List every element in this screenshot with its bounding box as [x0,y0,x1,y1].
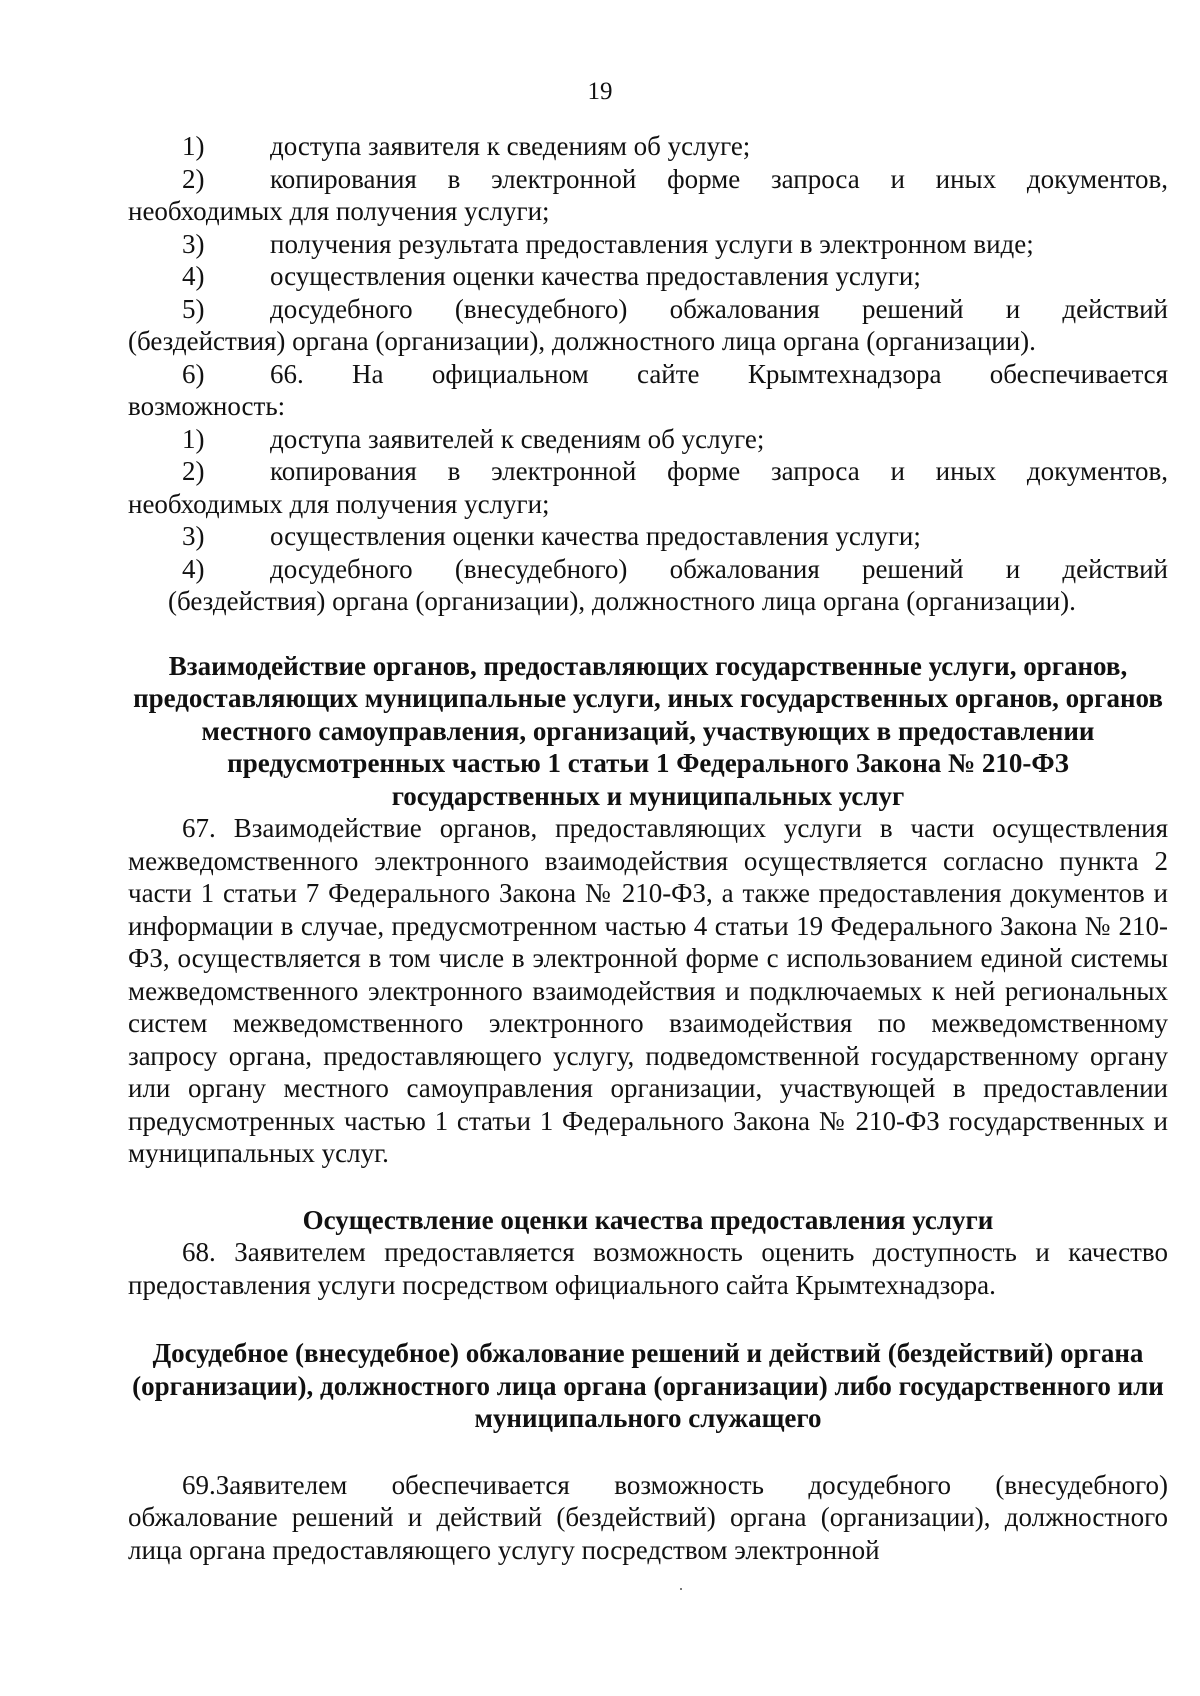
item-text: копирования в электронной форме запроса и иных документов, [270,456,1168,486]
list-item [128,553,1168,586]
item-number: 3) [182,228,205,259]
list-item [128,293,1168,326]
item-number: 1) [182,423,205,454]
list-item [128,520,1168,553]
paragraph-69: 69.Заявителем обеспечивается возможность досудебного (внесудебного) обжалование решений и действий (бездействий) органа (организации), должностного лица органа предоставляющего услугу посредством электронной [128,1469,1168,1565]
paragraph-68: 68. Заявителем предоставляется возможность оценить доступность и качество предоставления услуги посредством официального сайта Крымтехнадзора. [128,1237,1168,1300]
paragraph-67: 67. Взаимодействие органов, предоставляющих услуги в части осуществления межведомственного электронного взаимодействия осуществляется согласно пункта 2 части 1 статьи 7 Федерального Закона № 210-ФЗ, а также предоставления документов и информации в случае, предусмотренном частью 4 статьи 19 Федерального Закона № 210-ФЗ, осуществляется в том числе в электронной форме с использованием единой системы межведомственного электронного взаимодействия и подключаемых к ней региональных систем межведомственного электронного взаимодействия по межведомственному запросу органа, предоставляющего услугу, подведомственной государственному органу или органу местного самоуправления организации, участвующей в предоставлении предусмотренных частью 1 статьи 1 Федерального Закона № 210-ФЗ государственных и муниципальных услуг. [128,813,1168,1168]
list-item [128,260,1168,293]
item-text: осуществления оценки качества предоставления услуги; [270,261,921,291]
item-text: досудебного (внесудебного) обжалования решений и действий [270,553,1168,584]
section-heading-interaction: Взаимодействие органов, предоставляющих государственные услуги, органов, предоставляющих муниципальные услуги, иных государственных органов, органов местного самоуправления, организаций, участвующих в предоставлении предусмотренных частью 1 статьи 1 Федерального Закона № 210-ФЗ государственных и муниципальных услуг [133,650,1163,811]
scan-speck [680,1588,682,1590]
list-item [128,455,1168,488]
list-item [128,163,1168,196]
item-text: копирования в электронной форме запроса и иных документов, [270,163,1168,194]
item-number: 3) [182,521,205,551]
list-b [128,423,1168,618]
item-number: 6) [182,358,205,389]
page-content [128,130,1168,1566]
section-heading-quality: Осуществление оценки качества предоставления услуги [302,1204,994,1235]
item-number: 5) [182,293,205,324]
list-item [128,130,1168,163]
list-item [128,358,1168,391]
item-text: осуществления оценки качества предоставления услуги; [270,521,921,551]
item-continuation: необходимых для получения услуги; [128,196,550,226]
list-item [128,423,1168,456]
item-continuation: возможность: [128,391,286,421]
item-number: 2) [182,456,205,486]
item-number: 4) [182,261,205,291]
page-number: 19 [587,78,613,105]
item-continuation: (бездействия) органа (организации), должностного лица органа (организации). [168,586,1076,616]
item-text: доступа заявителей к сведениям об услуге; [270,423,765,454]
item-continuation: необходимых для получения услуги; [128,488,550,519]
list-a [128,130,1168,423]
item-text: 66. На официальном сайте Крымтехнадзора обеспечивается [270,358,1168,389]
item-number: 2) [182,163,205,194]
item-number: 4) [182,553,205,584]
list-item [128,228,1168,261]
section-heading-appeal: Досудебное (внесудебное) обжалование решений и действий (бездействий) органа (организации), должностного лица органа (организации) либо государственного или муниципального служащего [132,1338,1164,1433]
item-continuation: (бездействия) органа (организации), должностного лица органа (организации). [128,326,1036,356]
item-text: досудебного (внесудебного) обжалования решений и действий [270,293,1168,324]
item-number: 1) [182,131,205,161]
item-text: доступа заявителя к сведениям об услуге; [270,131,751,161]
item-text: получения результата предоставления услуги в электронном виде; [270,228,1034,259]
